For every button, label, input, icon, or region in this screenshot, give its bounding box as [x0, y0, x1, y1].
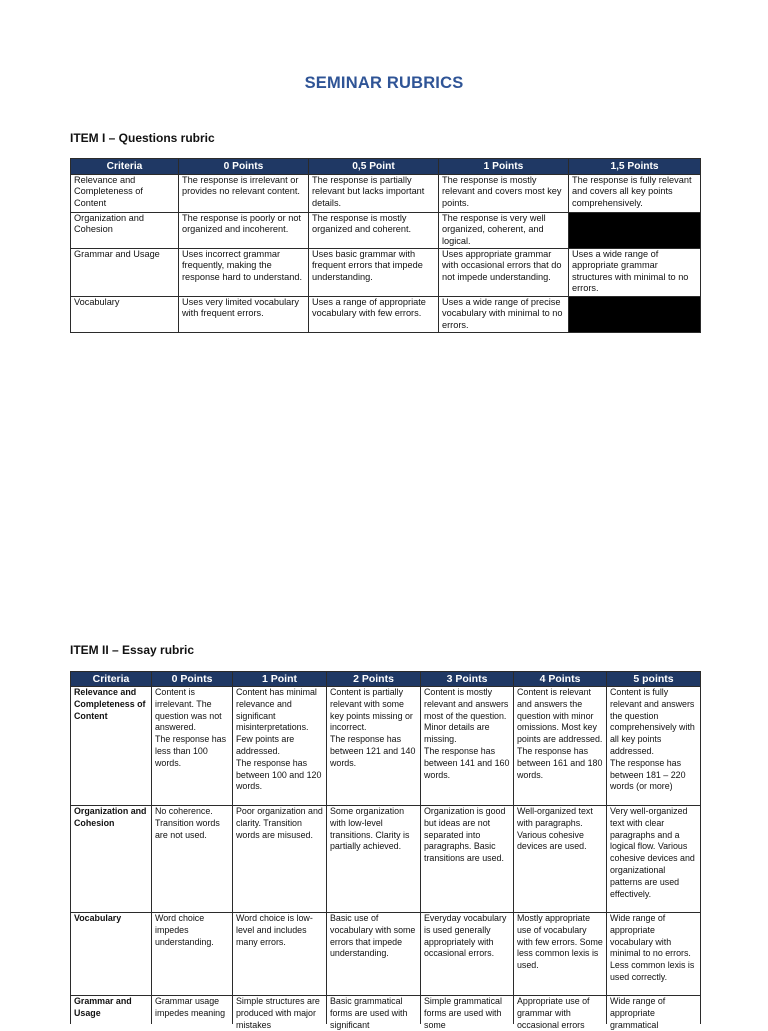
rubric-cell [607, 913, 701, 996]
essay-header-1-point: 1 Point [233, 672, 327, 687]
descriptor-text: Basic grammatical forms are used with significant [330, 996, 408, 1030]
criteria-label: Grammar and Usage [74, 249, 160, 259]
essay-rubric-table [70, 671, 701, 1030]
essay-header-4-points: 4 Points [514, 672, 607, 687]
criteria-cell [71, 249, 179, 297]
table-row [71, 996, 701, 1025]
descriptor-text: Uses a wide range of appropriate grammar structures with minimal to no errors. [572, 249, 689, 294]
descriptor-text: Appropriate use of grammar with occasional errors [517, 996, 590, 1030]
descriptor-text: Content is relevant and answers the question with minor omissions. Most key points are addressed. The response has between 161 and 180 words. [517, 687, 603, 780]
criteria-label: Vocabulary [74, 913, 122, 923]
descriptor-text: Uses a range of appropriate vocabulary with few errors. [312, 297, 426, 319]
rubric-cell [439, 249, 569, 297]
descriptor-text: Uses appropriate grammar with occasional errors that do not impede understanding. [442, 249, 562, 282]
rubric-cell [439, 297, 569, 333]
descriptor-text: Poor organization and clarity. Transition words are misused. [236, 806, 323, 840]
essay-header-2-points: 2 Points [327, 672, 421, 687]
rubric-cell [421, 687, 514, 806]
descriptor-text: Wide range of appropriate grammatical [610, 996, 666, 1030]
rubric-cell [152, 687, 233, 806]
criteria-cell [71, 175, 179, 213]
rubric-cell [152, 913, 233, 996]
criteria-label: Relevance and Completeness of Content [74, 687, 146, 721]
rubric-cell [233, 996, 327, 1030]
descriptor-text: The response is mostly relevant and covers most key points. [442, 175, 562, 208]
criteria-label: Organization and Cohesion [74, 806, 147, 828]
descriptor-text: The response is poorly or not organized and incoherent. [182, 213, 301, 235]
descriptor-text: Simple structures are produced with major mistakes [236, 996, 320, 1030]
questions-header-0-points: 0 Points [179, 159, 309, 175]
rubric-cell [327, 996, 421, 1030]
descriptor-text: The response is irrelevant or provides no relevant content. [182, 175, 300, 197]
descriptor-text: Everyday vocabulary is used generally appropriately with occasional errors. [424, 913, 507, 959]
essay-header-criteria: Criteria [71, 672, 152, 687]
descriptor-text: Simple grammatical forms are used with some [424, 996, 502, 1030]
table-row [71, 913, 701, 996]
blank-cell [569, 297, 701, 333]
criteria-cell [71, 806, 152, 913]
descriptor-text: Grammar usage impedes meaning [155, 996, 226, 1018]
rubric-cell [421, 806, 514, 913]
rubric-cell [233, 806, 327, 913]
table-row [71, 175, 701, 213]
questions-header-criteria: Criteria [71, 159, 179, 175]
rubric-cell [179, 297, 309, 333]
rubric-cell [309, 175, 439, 213]
descriptor-text: Very well-organized text with clear paragraphs and a logical flow. Various cohesive devices and organizational patterns are used effectively. [610, 806, 695, 899]
table-row [71, 249, 701, 297]
criteria-label: Organization and Cohesion [74, 213, 144, 235]
descriptor-text: Word choice impedes understanding. [155, 913, 214, 947]
essay-header-3-points: 3 Points [421, 672, 514, 687]
rubric-cell [607, 996, 701, 1030]
rubric-cell [569, 249, 701, 297]
document-title: SEMINAR RUBRICS [304, 74, 464, 92]
criteria-label: Relevance and Completeness of Content [74, 175, 143, 208]
rubric-cell [327, 913, 421, 996]
questions-header-1-points: 1 Points [439, 159, 569, 175]
descriptor-text: Content is mostly relevant and answers most of the question. Minor details are missing. The response has between 141 and 160 words. [424, 687, 510, 780]
descriptor-text: No coherence. Transition words are not used. [155, 806, 220, 840]
blank-cell [569, 213, 701, 249]
descriptor-text: The response is fully relevant and covers all key points comprehensively. [572, 175, 692, 208]
essay-header-row [71, 672, 701, 687]
rubric-cell [514, 913, 607, 996]
rubric-cell [233, 913, 327, 996]
descriptor-text: Some organization with low-level transitions. Clarity is partially achieved. [330, 806, 410, 852]
descriptor-text: Well-organized text with paragraphs. Various cohesive devices are used. [517, 806, 593, 852]
criteria-cell [71, 913, 152, 996]
essay-rubric-heading: ITEM II – Essay rubric [70, 643, 195, 657]
questions-header-0-5-point: 0,5 Point [309, 159, 439, 175]
rubric-cell [607, 806, 701, 913]
descriptor-text: Word choice is low-level and includes many errors. [236, 913, 313, 947]
questions-rubric-table [70, 158, 701, 333]
criteria-cell [71, 213, 179, 249]
table-row [71, 297, 701, 333]
descriptor-text: Uses basic grammar with frequent errors that impede understanding. [312, 249, 423, 282]
questions-rubric-heading: ITEM I – Questions rubric [70, 131, 215, 145]
rubric-cell [152, 806, 233, 913]
descriptor-text: Uses incorrect grammar frequently, making the response hard to understand. [182, 249, 303, 282]
essay-header-0-points: 0 Points [152, 672, 233, 687]
essay-header-5-points: 5 points [607, 672, 701, 687]
rubric-cell [309, 297, 439, 333]
descriptor-text: Content is fully relevant and answers the question comprehensively with all key points addressed. The response has between 181 – 220 words (or more) [610, 687, 695, 792]
questions-header-row [71, 159, 701, 175]
criteria-cell [71, 297, 179, 333]
rubric-cell [179, 213, 309, 249]
questions-header-1-5-points: 1,5 Points [569, 159, 701, 175]
table-row [71, 806, 701, 913]
rubric-cell [421, 913, 514, 996]
descriptor-text: Content is partially relevant with some key points missing or incorrect. The response has between 121 and 140 words. [330, 687, 416, 768]
rubric-cell [439, 175, 569, 213]
rubric-cell [152, 996, 233, 1025]
rubric-cell [514, 806, 607, 913]
descriptor-text: The response is partially relevant but lacks important details. [312, 175, 425, 208]
criteria-label: Grammar and Usage [74, 996, 132, 1018]
descriptor-text: Uses very limited vocabulary with frequent errors. [182, 297, 299, 319]
descriptor-text: Wide range of appropriate vocabulary with minimal to no errors. Less common lexis is used correctly. [610, 913, 695, 982]
rubric-cell [309, 213, 439, 249]
criteria-cell [71, 996, 152, 1025]
rubric-cell [569, 175, 701, 213]
table-row [71, 213, 701, 249]
rubric-cell [607, 687, 701, 806]
rubric-cell [179, 249, 309, 297]
rubric-cell [327, 687, 421, 806]
rubric-cell [421, 996, 514, 1030]
descriptor-text: The response is very well organized, coherent, and logical. [442, 213, 546, 246]
descriptor-text: Content has minimal relevance and significant misinterpretations. Few points are addressed. The response has between 100 and 120 words. [236, 687, 322, 792]
rubric-cell [439, 213, 569, 249]
descriptor-text: Uses a wide range of precise vocabulary with minimal to no errors. [442, 297, 563, 330]
descriptor-text: Organization is good but ideas are not separated into paragraphs. Basic transitions are used. [424, 806, 506, 864]
rubric-cell [327, 806, 421, 913]
descriptor-text: The response is mostly organized and coherent. [312, 213, 412, 235]
criteria-label: Vocabulary [74, 297, 120, 307]
descriptor-text: Content is irrelevant. The question was not answered. The response has less than 100 words. [155, 687, 227, 768]
descriptor-text: Mostly appropriate use of vocabulary with few errors. Some less common lexis is used. [517, 913, 603, 971]
rubric-cell [309, 249, 439, 297]
criteria-cell [71, 687, 152, 806]
rubric-cell [233, 687, 327, 806]
rubric-cell [514, 687, 607, 806]
descriptor-text: Basic use of vocabulary with some errors that impede understanding. [330, 913, 416, 959]
rubric-cell [514, 996, 607, 1030]
rubric-cell [179, 175, 309, 213]
table-row [71, 687, 701, 806]
